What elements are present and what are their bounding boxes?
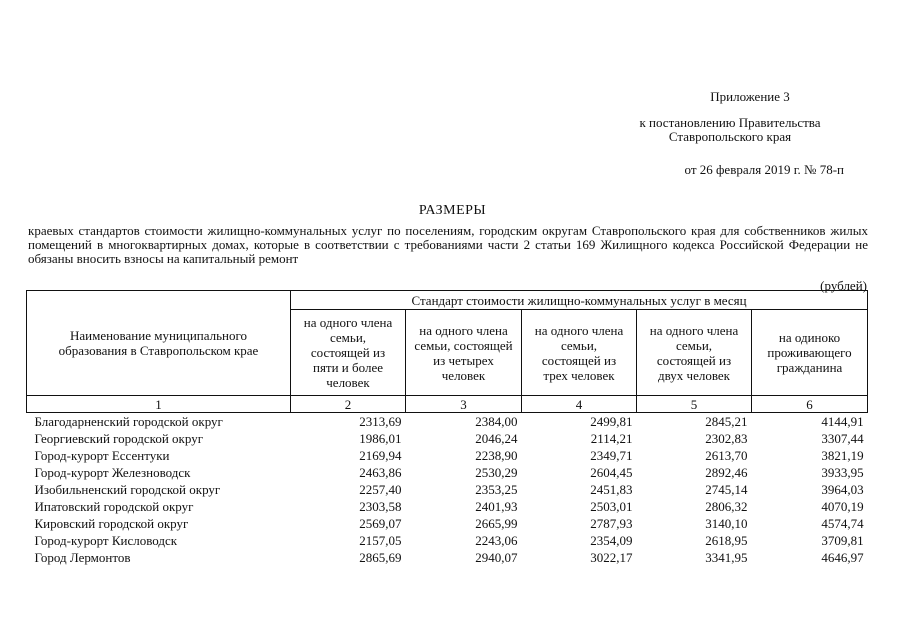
value-cell: 2463,86 xyxy=(359,465,402,480)
value-cell: 4574,74 xyxy=(821,516,864,531)
column-number: 6 xyxy=(752,396,868,413)
value-cell: 2530,29 xyxy=(475,465,518,480)
value-cell: 3709,81 xyxy=(821,533,864,548)
municipality-name: Изобильненский городской округ xyxy=(34,482,221,497)
value-cell: 2499,81 xyxy=(590,414,633,429)
column-number: 5 xyxy=(637,396,752,413)
value-cell: 3307,44 xyxy=(821,431,864,446)
value-cell: 3022,17 xyxy=(590,550,633,565)
value-cell: 2169,94 xyxy=(359,448,402,463)
value-cell: 2349,71 xyxy=(590,448,633,463)
table-body xyxy=(27,413,868,567)
value-cell: 3933,95 xyxy=(821,465,864,480)
value-cell: 2618,95 xyxy=(705,533,748,548)
column-header-3: на одного члена семьи, состоящей из трех человек xyxy=(522,310,637,396)
value-cell: 2806,32 xyxy=(705,499,748,514)
value-cell: 2302,83 xyxy=(705,431,748,446)
document-title: РАЗМЕРЫ xyxy=(418,203,487,218)
appendix-date: от 26 февраля 2019 г. № 78-п xyxy=(684,162,844,177)
value-cell: 2401,93 xyxy=(475,499,518,514)
value-cell: 2238,90 xyxy=(475,448,518,463)
value-cell: 2353,25 xyxy=(475,482,518,497)
value-cell: 2451,83 xyxy=(590,482,633,497)
value-cell: 4646,97 xyxy=(821,550,864,565)
value-cell: 2257,40 xyxy=(359,482,402,497)
value-cell: 2046,24 xyxy=(475,431,518,446)
value-cell: 4144,91 xyxy=(821,414,864,429)
column-number: 3 xyxy=(406,396,522,413)
column-header-2: на одного члена семьи, состоящей из двух человек xyxy=(637,310,752,396)
value-cell: 2787,93 xyxy=(590,516,633,531)
value-cell: 4070,19 xyxy=(821,499,864,514)
value-cell: 3341,95 xyxy=(705,550,748,565)
table-row xyxy=(27,447,868,464)
value-cell: 3964,03 xyxy=(821,482,864,497)
value-cell: 2569,07 xyxy=(359,516,402,531)
municipality-name: Ипатовский городской округ xyxy=(34,499,194,514)
table-row xyxy=(27,464,868,481)
table-row xyxy=(27,549,868,566)
table-row xyxy=(27,498,868,515)
value-cell: 2665,99 xyxy=(475,516,518,531)
value-cell: 2354,09 xyxy=(590,533,633,548)
standards-table xyxy=(26,290,868,566)
value-cell: 2157,05 xyxy=(359,533,402,548)
value-cell: 2503,01 xyxy=(590,499,633,514)
municipality-name: Город-курорт Кисловодск xyxy=(34,533,178,548)
value-cell: 2745,14 xyxy=(705,482,748,497)
column-header-single: на одиноко проживающего гражданина xyxy=(752,310,868,396)
value-cell: 2604,45 xyxy=(590,465,633,480)
value-cell: 2114,21 xyxy=(590,431,633,446)
municipality-name: Город-курорт Железноводск xyxy=(34,465,191,480)
value-cell: 2313,69 xyxy=(359,414,402,429)
column-number: 1 xyxy=(27,396,291,413)
value-cell: 2845,21 xyxy=(705,414,748,429)
value-cell: 1986,01 xyxy=(359,431,402,446)
municipality-name: Город-курорт Ессентуки xyxy=(34,448,170,463)
column-number: 2 xyxy=(291,396,406,413)
appendix-title: Приложение 3 xyxy=(710,89,790,104)
value-cell: 2303,58 xyxy=(359,499,402,514)
column-number: 4 xyxy=(522,396,637,413)
units-label: (рублей) xyxy=(820,278,867,293)
column-header-name: Наименование муниципального образования в Ставропольском крае xyxy=(27,291,291,396)
municipality-name: Георгиевский городской округ xyxy=(34,431,204,446)
column-header-4: на одного члена семьи, состоящей из четырех человек xyxy=(406,310,522,396)
value-cell: 2865,69 xyxy=(359,550,402,565)
table-row xyxy=(27,413,868,431)
municipality-name: Город Лермонтов xyxy=(34,550,131,565)
table-row xyxy=(27,481,868,498)
document-subtitle: краевых стандартов стоимости жилищно-коммунальных услуг по поселениям, городским округам Ставропольского края для собственников жилых помещений в многоквартирных домах, которые в соответствии с требованиями части 2 статьи 169 Жилищного кодекса Российской Федерации не обязаны вносить взносы на капитальный ремонт xyxy=(28,223,868,266)
value-cell: 2613,70 xyxy=(705,448,748,463)
appendix-decree-line1: к постановлению Правительства xyxy=(639,115,821,130)
appendix-decree-line2: Ставропольского края xyxy=(668,129,792,144)
group-header: Стандарт стоимости жилищно-коммунальных услуг в месяц xyxy=(291,291,868,310)
value-cell: 3140,10 xyxy=(705,516,748,531)
table-row xyxy=(27,430,868,447)
value-cell: 3821,19 xyxy=(821,448,864,463)
table-row xyxy=(27,515,868,532)
table-row xyxy=(27,532,868,549)
column-header-5plus: на одного члена семьи, состоящей из пяти и более человек xyxy=(291,310,406,396)
value-cell: 2243,06 xyxy=(475,533,518,548)
value-cell: 2940,07 xyxy=(475,550,518,565)
municipality-name: Благодарненский городской округ xyxy=(34,414,223,429)
value-cell: 2892,46 xyxy=(705,465,748,480)
value-cell: 2384,00 xyxy=(475,414,518,429)
municipality-name: Кировский городской округ xyxy=(34,516,189,531)
appendix-decree xyxy=(600,116,860,144)
